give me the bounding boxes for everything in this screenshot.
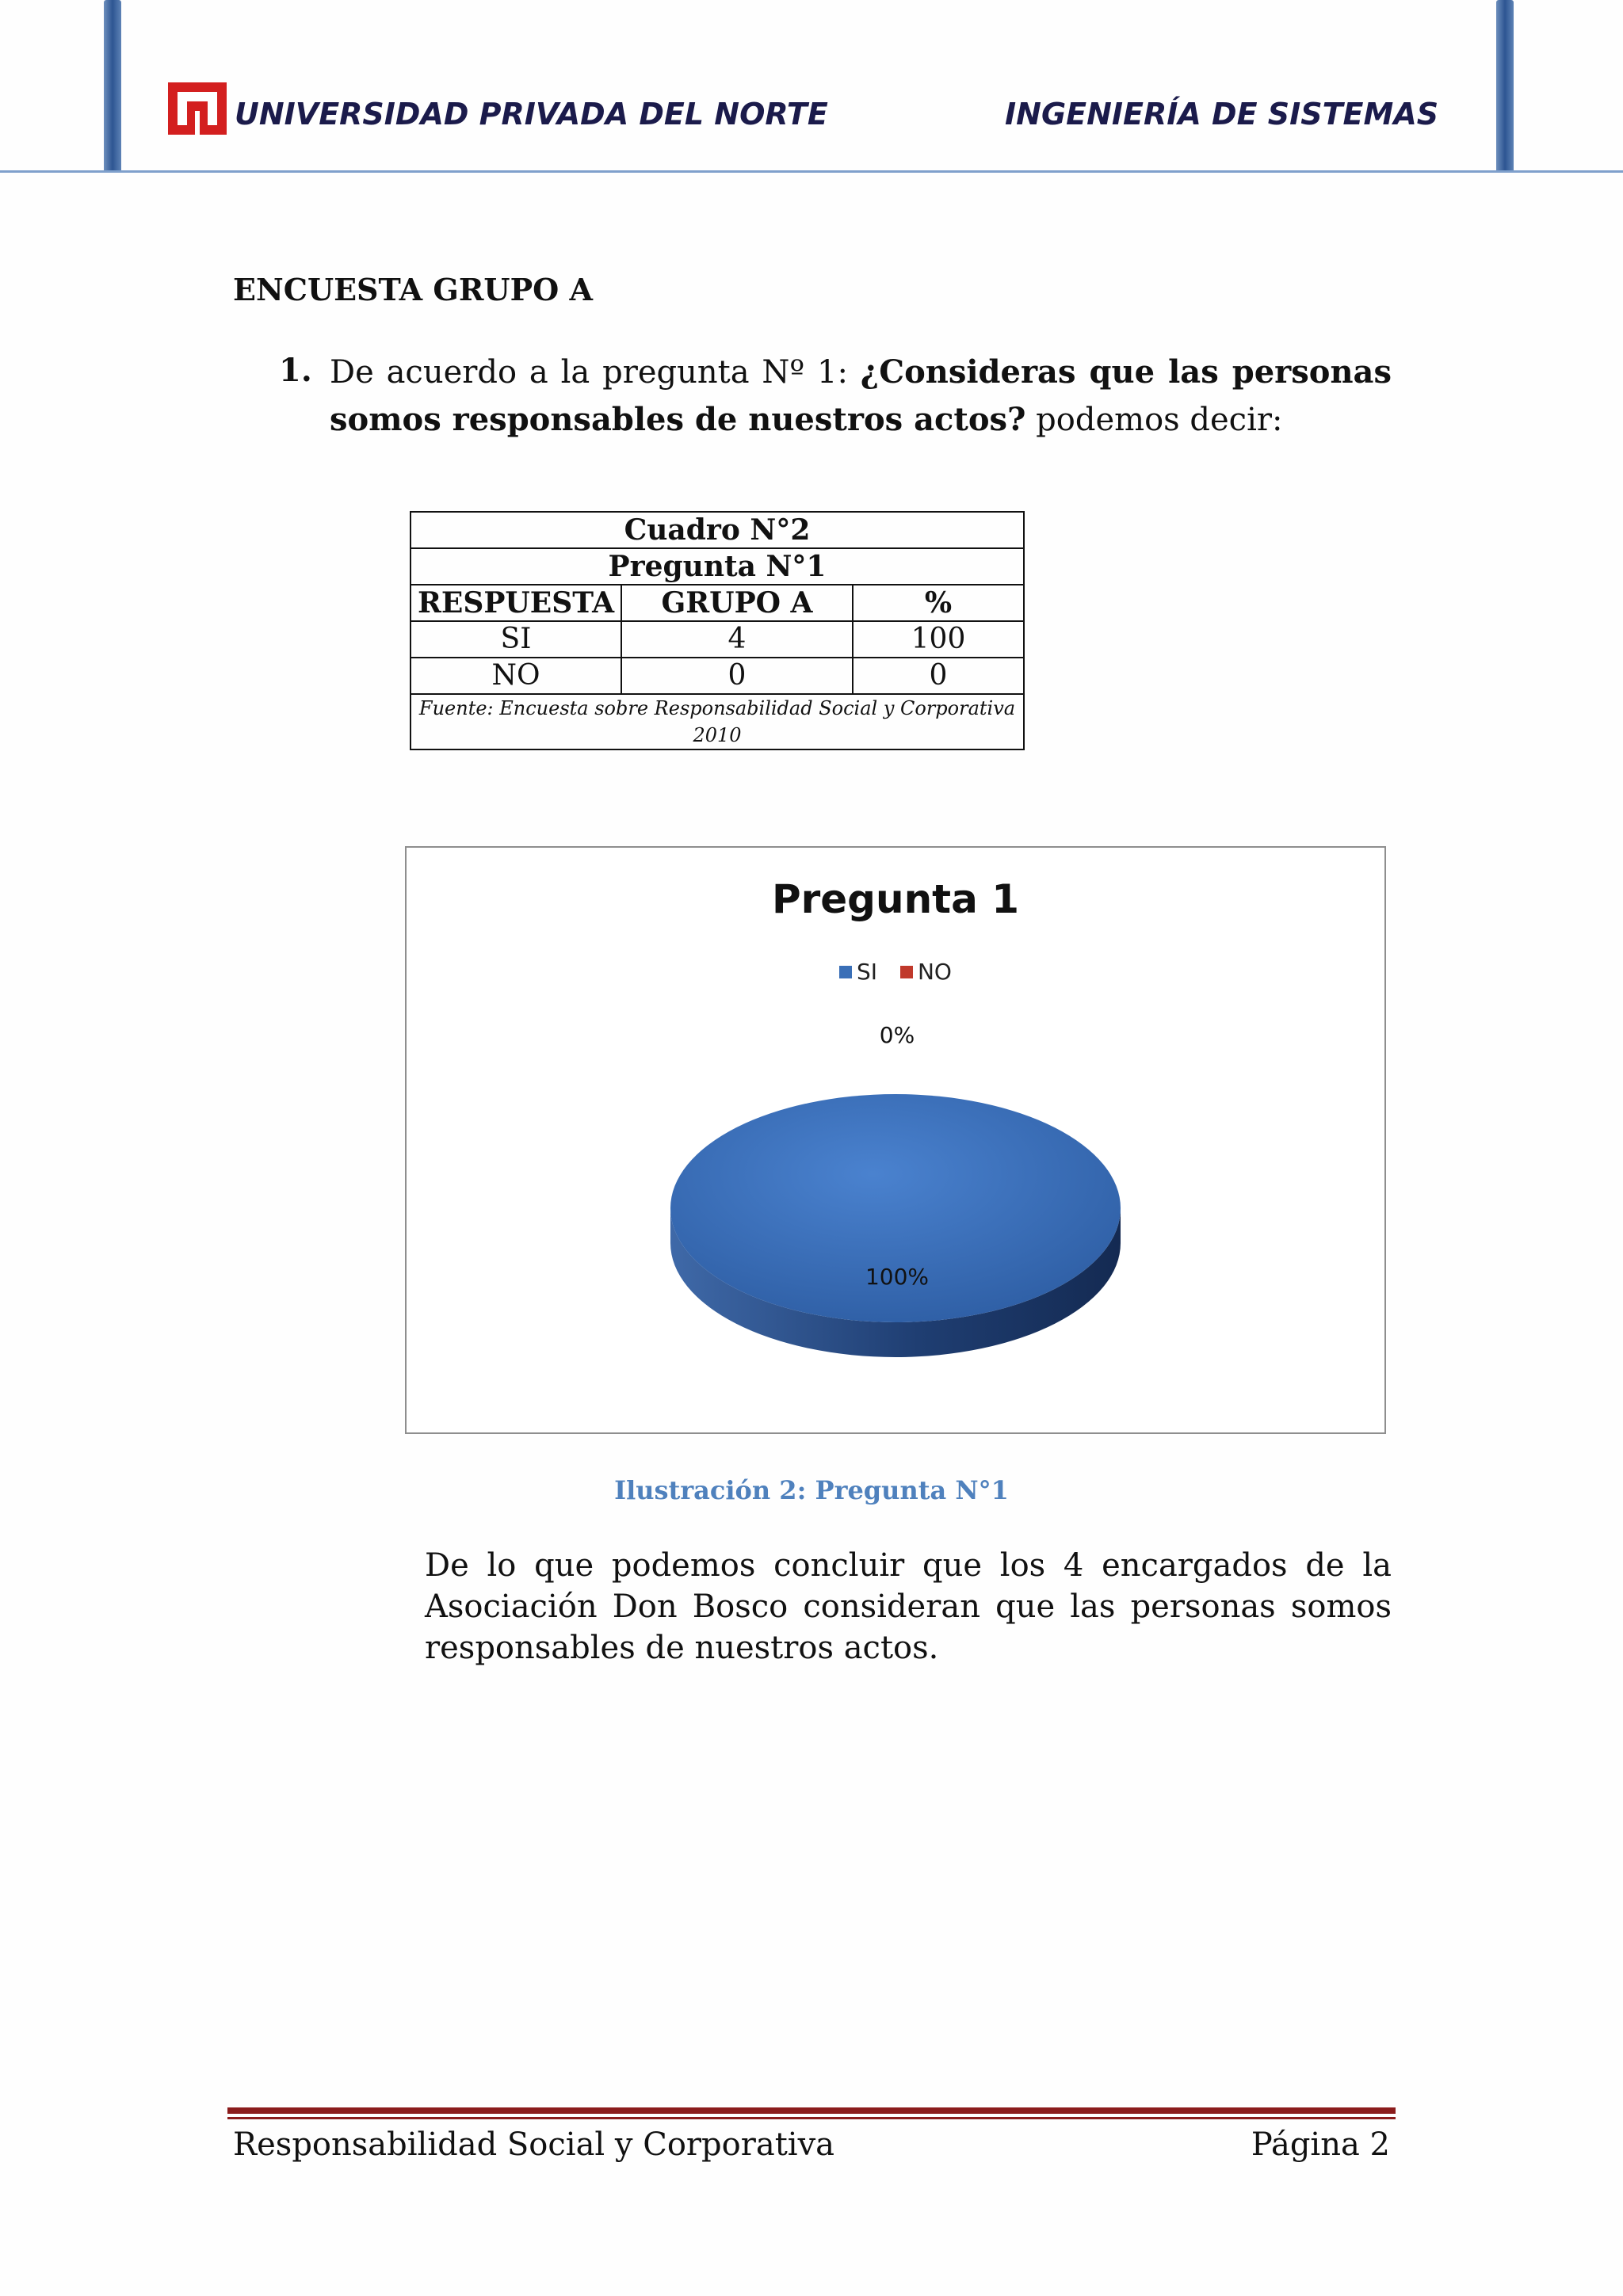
table-subtitle: Pregunta N°1 [411, 548, 1024, 585]
figure-caption: Ilustración 2: Pregunta N°1 [614, 1475, 1009, 1505]
table-cell: 100 [853, 621, 1024, 658]
table-cell: NO [411, 658, 621, 694]
legend-label-no: NO [917, 959, 952, 985]
table-header-grupo: GRUPO A [621, 585, 853, 621]
header-faculty: INGENIERÍA DE SISTEMAS [1005, 97, 1439, 132]
table-header-respuesta: RESPUESTA [411, 585, 621, 621]
pie-svg [407, 848, 1384, 1432]
conclusion-paragraph: De lo que podemos concluir que los 4 encargados de la Asociación Don Bosco consideran que las personas somos responsables de nuestros actos. [425, 1547, 1392, 1666]
table-header-row [411, 585, 1024, 621]
question-text [330, 349, 1392, 444]
table-source: Fuente: Encuesta sobre Responsabilidad Social y Corporativa 2010 [411, 694, 1024, 749]
pie-chart [405, 846, 1386, 1434]
question-outro: podemos decir: [1025, 402, 1283, 438]
header-rule [0, 170, 1623, 173]
question-number: 1. [279, 352, 312, 389]
question-intro: De acuerdo a la pregunta Nº 1: [330, 354, 861, 391]
table-cell: 0 [621, 658, 853, 694]
table-cell: 4 [621, 621, 853, 658]
table-title: Cuadro N°2 [411, 512, 1024, 548]
results-table [410, 511, 1025, 750]
legend-label-si: SI [857, 959, 878, 985]
table-cell: SI [411, 621, 621, 658]
question-bold: ¿Consideras que las personas somos responsables de nuestros actos? [330, 353, 1392, 438]
footer-rule [227, 2107, 1396, 2114]
page-number: Página 2 [1251, 2126, 1390, 2163]
table-row [411, 658, 1024, 694]
header-university: UNIVERSIDAD PRIVADA DEL NORTE [235, 97, 828, 132]
university-logo-icon [168, 82, 227, 135]
section-title: ENCUESTA GRUPO A [233, 272, 593, 307]
data-label-si: 100% [865, 1264, 930, 1290]
footer-rule-thin [227, 2117, 1396, 2119]
table-row [411, 621, 1024, 658]
data-label-no: 0% [879, 1022, 915, 1048]
table-cell: 0 [853, 658, 1024, 694]
footer-title: Responsabilidad Social y Corporativa [233, 2126, 835, 2163]
header-left-bar [104, 0, 121, 173]
chart-title: Pregunta 1 [771, 876, 1020, 922]
header-right-bar [1496, 0, 1514, 173]
table-header-percent: % [853, 585, 1024, 621]
